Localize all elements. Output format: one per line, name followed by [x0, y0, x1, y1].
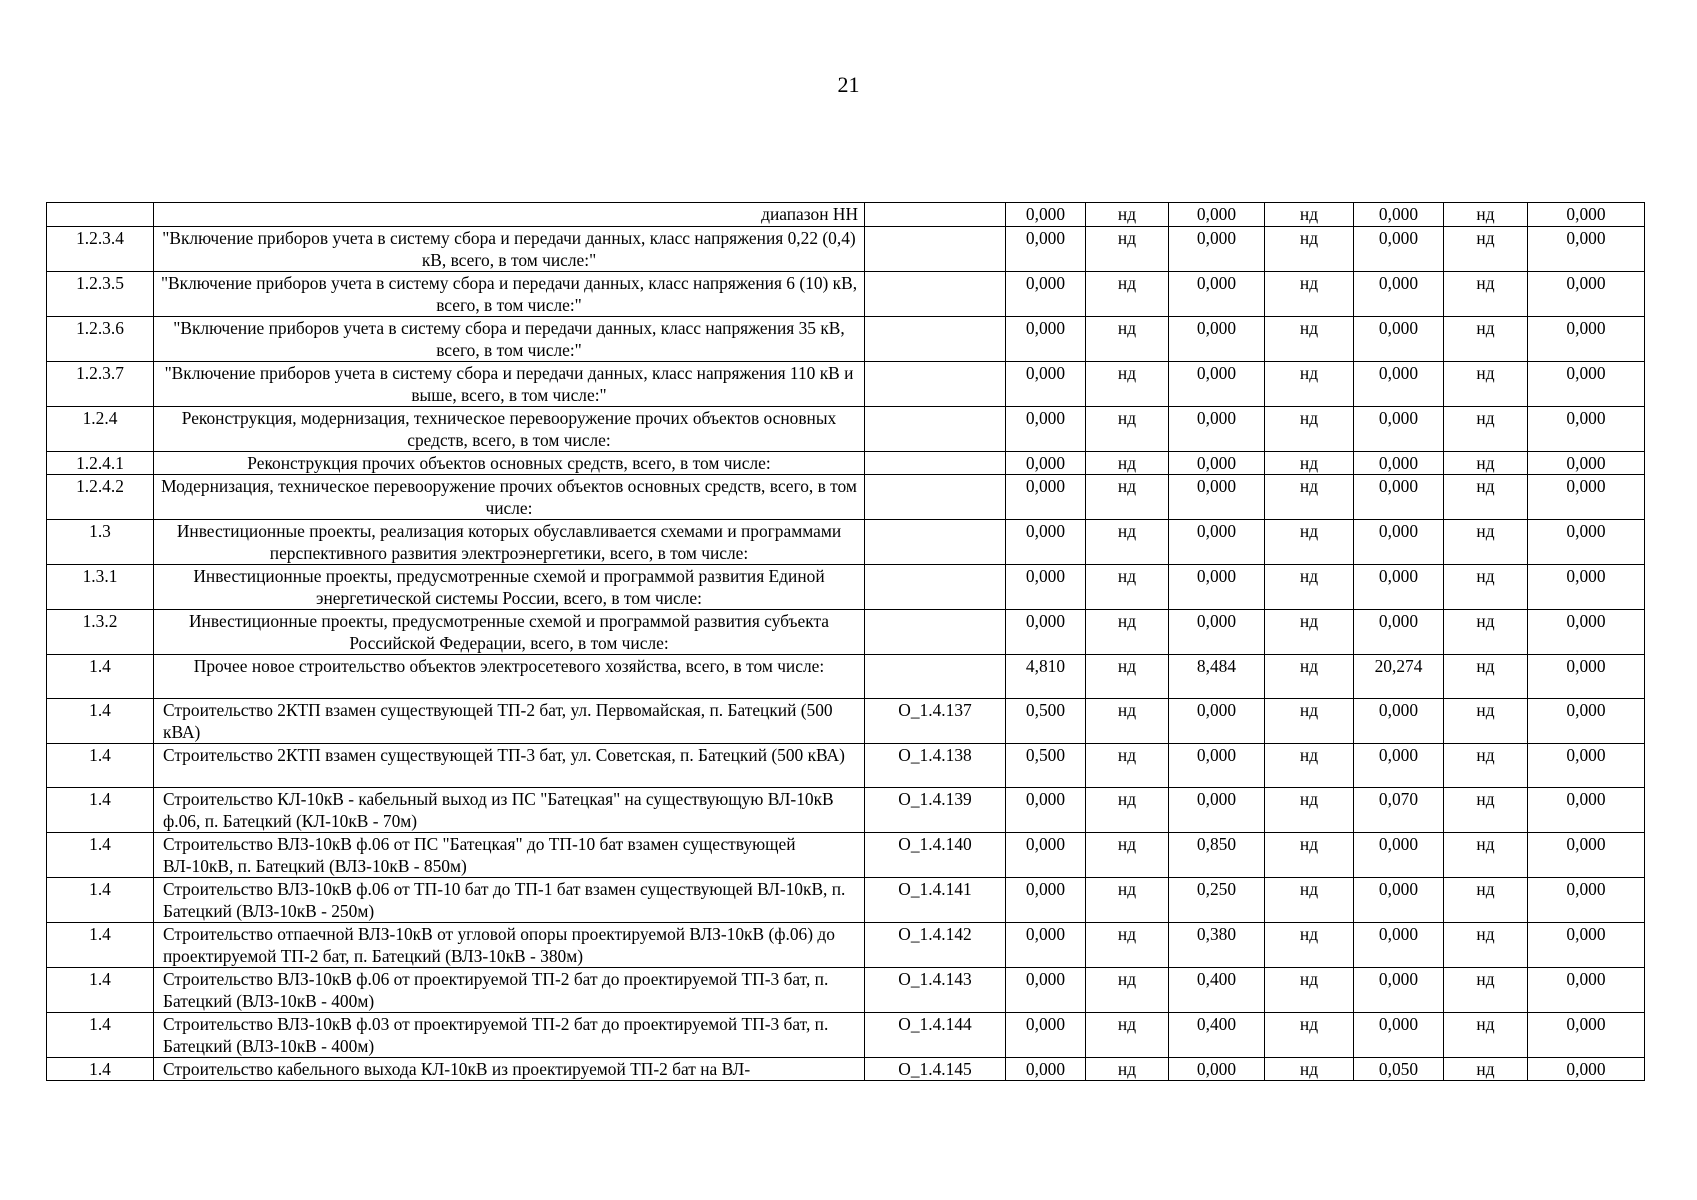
row-nd-2: нд	[1265, 452, 1354, 475]
row-value-2: 0,000	[1169, 227, 1265, 272]
row-object-id: O_1.4.140	[865, 833, 1006, 878]
row-nd-1: нд	[1086, 475, 1169, 520]
table-row	[47, 610, 1645, 655]
row-value-3: 0,000	[1354, 565, 1444, 610]
row-nd-1: нд	[1086, 699, 1169, 744]
row-nd-2: нд	[1265, 272, 1354, 317]
row-value-1: 0,000	[1006, 610, 1086, 655]
row-code: 1.2.3.4	[47, 227, 154, 272]
row-nd-1: нд	[1086, 227, 1169, 272]
row-value-2: 0,000	[1169, 610, 1265, 655]
row-name: "Включение приборов учета в систему сбора и передачи данных, класс напряжения 0,22 (0,4) кВ, всего, в том числе:"	[154, 227, 865, 272]
row-code: 1.4	[47, 1058, 154, 1081]
row-object-id	[865, 520, 1006, 565]
row-value-1: 0,000	[1006, 520, 1086, 565]
row-value-3: 0,000	[1354, 610, 1444, 655]
row-object-id: O_1.4.139	[865, 788, 1006, 833]
row-value-1: 4,810	[1006, 655, 1086, 699]
table-row	[47, 317, 1645, 362]
table-row	[47, 878, 1645, 923]
row-value-1: 0,000	[1006, 317, 1086, 362]
row-nd-1: нд	[1086, 317, 1169, 362]
row-value-2: 0,000	[1169, 788, 1265, 833]
row-value-3: 0,000	[1354, 878, 1444, 923]
row-value-3: 0,050	[1354, 1058, 1444, 1081]
row-value-2: 0,400	[1169, 968, 1265, 1013]
row-object-id	[865, 475, 1006, 520]
row-value-1: 0,000	[1006, 878, 1086, 923]
row-nd-1: нд	[1086, 878, 1169, 923]
row-name: Инвестиционные проекты, предусмотренные схемой и программой развития субъекта Российской Федерации, всего, в том числе:	[154, 610, 865, 655]
row-nd-1: нд	[1086, 362, 1169, 407]
row-value-1: 0,000	[1006, 452, 1086, 475]
row-code: 1.4	[47, 968, 154, 1013]
row-nd-3: нд	[1444, 565, 1528, 610]
row-value-4: 0,000	[1528, 565, 1645, 610]
row-nd-3: нд	[1444, 833, 1528, 878]
row-code: 1.4	[47, 744, 154, 788]
row-code: 1.4	[47, 699, 154, 744]
row-code: 1.4	[47, 655, 154, 699]
row-value-4: 0,000	[1528, 610, 1645, 655]
row-code: 1.4	[47, 788, 154, 833]
row-code: 1.2.3.7	[47, 362, 154, 407]
row-object-id: O_1.4.143	[865, 968, 1006, 1013]
row-value-4: 0,000	[1528, 788, 1645, 833]
table-row	[47, 362, 1645, 407]
row-value-3: 0,000	[1354, 699, 1444, 744]
row-value-1: 0,000	[1006, 833, 1086, 878]
row-nd-2: нд	[1265, 317, 1354, 362]
table-row	[47, 407, 1645, 452]
row-nd-1: нд	[1086, 203, 1169, 227]
row-value-1: 0,000	[1006, 203, 1086, 227]
row-code: 1.4	[47, 833, 154, 878]
row-nd-3: нд	[1444, 788, 1528, 833]
row-value-4: 0,000	[1528, 407, 1645, 452]
row-code	[47, 203, 154, 227]
row-object-id: O_1.4.145	[865, 1058, 1006, 1081]
row-object-id: O_1.4.137	[865, 699, 1006, 744]
row-value-4: 0,000	[1528, 744, 1645, 788]
row-name: диапазон НН	[154, 203, 865, 227]
row-value-2: 0,400	[1169, 1013, 1265, 1058]
row-value-3: 20,274	[1354, 655, 1444, 699]
row-value-1: 0,000	[1006, 1013, 1086, 1058]
row-value-4: 0,000	[1528, 203, 1645, 227]
row-nd-3: нд	[1444, 744, 1528, 788]
row-value-3: 0,000	[1354, 203, 1444, 227]
row-nd-2: нд	[1265, 923, 1354, 968]
row-nd-1: нд	[1086, 610, 1169, 655]
row-nd-2: нд	[1265, 699, 1354, 744]
row-value-3: 0,000	[1354, 362, 1444, 407]
row-value-4: 0,000	[1528, 362, 1645, 407]
row-nd-2: нд	[1265, 968, 1354, 1013]
row-nd-3: нд	[1444, 475, 1528, 520]
row-object-id: O_1.4.142	[865, 923, 1006, 968]
table-row	[47, 833, 1645, 878]
row-nd-1: нд	[1086, 1058, 1169, 1081]
row-value-2: 0,380	[1169, 923, 1265, 968]
row-value-2: 0,000	[1169, 407, 1265, 452]
row-nd-1: нд	[1086, 565, 1169, 610]
row-value-4: 0,000	[1528, 878, 1645, 923]
row-nd-3: нд	[1444, 699, 1528, 744]
row-nd-1: нд	[1086, 744, 1169, 788]
row-nd-3: нд	[1444, 407, 1528, 452]
row-nd-2: нд	[1265, 1013, 1354, 1058]
row-value-1: 0,000	[1006, 407, 1086, 452]
row-name: Реконструкция, модернизация, техническое перевооружение прочих объектов основных средств, всего, в том числе:	[154, 407, 865, 452]
row-nd-1: нд	[1086, 272, 1169, 317]
row-value-2: 0,000	[1169, 317, 1265, 362]
row-value-4: 0,000	[1528, 968, 1645, 1013]
row-name: "Включение приборов учета в систему сбора и передачи данных, класс напряжения 6 (10) кВ, всего, в том числе:"	[154, 272, 865, 317]
row-value-3: 0,000	[1354, 923, 1444, 968]
row-nd-3: нд	[1444, 362, 1528, 407]
table-row	[47, 699, 1645, 744]
row-nd-1: нд	[1086, 407, 1169, 452]
table-row	[47, 475, 1645, 520]
row-name: "Включение приборов учета в систему сбора и передачи данных, класс напряжения 110 кВ и выше, всего, в том числе:"	[154, 362, 865, 407]
row-value-2: 0,000	[1169, 744, 1265, 788]
row-name: Прочее новое строительство объектов электросетевого хозяйства, всего, в том числе:	[154, 655, 865, 699]
row-name: Строительство ВЛЗ-10кВ ф.06 от проектируемой ТП-2 бат до проектируемой ТП-3 бат, п. Батецкий (ВЛЗ-10кВ - 400м)	[154, 968, 865, 1013]
row-object-id	[865, 362, 1006, 407]
row-nd-3: нд	[1444, 655, 1528, 699]
row-value-3: 0,000	[1354, 968, 1444, 1013]
row-object-id: O_1.4.144	[865, 1013, 1006, 1058]
row-value-1: 0,500	[1006, 699, 1086, 744]
row-name: Строительство отпаечной ВЛЗ-10кВ от угловой опоры проектируемой ВЛЗ-10кВ (ф.06) до проектируемой ТП-2 бат, п. Батецкий (ВЛЗ-10кВ - 380м)	[154, 923, 865, 968]
row-value-4: 0,000	[1528, 227, 1645, 272]
row-value-3: 0,000	[1354, 227, 1444, 272]
row-value-3: 0,000	[1354, 1013, 1444, 1058]
row-value-1: 0,000	[1006, 362, 1086, 407]
row-object-id	[865, 407, 1006, 452]
row-nd-2: нд	[1265, 610, 1354, 655]
table-row	[47, 655, 1645, 699]
row-value-2: 0,000	[1169, 699, 1265, 744]
row-nd-1: нд	[1086, 968, 1169, 1013]
row-object-id	[865, 272, 1006, 317]
row-value-1: 0,000	[1006, 565, 1086, 610]
row-nd-2: нд	[1265, 788, 1354, 833]
row-value-4: 0,000	[1528, 452, 1645, 475]
row-nd-3: нд	[1444, 968, 1528, 1013]
row-nd-3: нд	[1444, 272, 1528, 317]
row-object-id: O_1.4.138	[865, 744, 1006, 788]
row-name: Строительство кабельного выхода КЛ-10кВ из проектируемой ТП-2 бат на ВЛ-	[154, 1058, 865, 1081]
row-code: 1.2.4.1	[47, 452, 154, 475]
row-object-id	[865, 452, 1006, 475]
row-nd-2: нд	[1265, 362, 1354, 407]
row-code: 1.2.3.5	[47, 272, 154, 317]
row-value-1: 0,000	[1006, 968, 1086, 1013]
row-value-1: 0,000	[1006, 1058, 1086, 1081]
row-name: Строительство 2КТП взамен существующей ТП-2 бат, ул. Первомайская, п. Батецкий (500 кВА)	[154, 699, 865, 744]
row-name: Строительство 2КТП взамен существующей ТП-3 бат, ул. Советская, п. Батецкий (500 кВА)	[154, 744, 865, 788]
row-nd-3: нд	[1444, 923, 1528, 968]
row-nd-2: нд	[1265, 227, 1354, 272]
row-value-2: 0,000	[1169, 272, 1265, 317]
row-value-3: 0,070	[1354, 788, 1444, 833]
table-row	[47, 452, 1645, 475]
row-value-2: 0,000	[1169, 520, 1265, 565]
table-row	[47, 520, 1645, 565]
row-nd-3: нд	[1444, 1058, 1528, 1081]
table-row	[47, 272, 1645, 317]
row-name: Инвестиционные проекты, предусмотренные схемой и программой развития Единой энергетической системы России, всего, в том числе:	[154, 565, 865, 610]
row-value-3: 0,000	[1354, 833, 1444, 878]
row-code: 1.3.2	[47, 610, 154, 655]
table-row	[47, 227, 1645, 272]
table-row	[47, 788, 1645, 833]
row-nd-3: нд	[1444, 878, 1528, 923]
row-value-2: 0,250	[1169, 878, 1265, 923]
row-name: Строительство ВЛЗ-10кВ ф.06 от ПС "Батецкая" до ТП-10 бат взамен существующей ВЛ-10кВ, п. Батецкий (ВЛЗ-10кВ - 850м)	[154, 833, 865, 878]
row-object-id	[865, 655, 1006, 699]
row-nd-3: нд	[1444, 520, 1528, 565]
row-code: 1.2.3.6	[47, 317, 154, 362]
row-nd-1: нд	[1086, 1013, 1169, 1058]
row-value-4: 0,000	[1528, 520, 1645, 565]
row-value-1: 0,000	[1006, 227, 1086, 272]
row-value-3: 0,000	[1354, 272, 1444, 317]
row-code: 1.3	[47, 520, 154, 565]
table-row	[47, 1058, 1645, 1081]
row-nd-2: нд	[1265, 203, 1354, 227]
row-value-4: 0,000	[1528, 923, 1645, 968]
row-nd-2: нд	[1265, 655, 1354, 699]
row-value-3: 0,000	[1354, 475, 1444, 520]
table-row	[47, 1013, 1645, 1058]
row-value-4: 0,000	[1528, 833, 1645, 878]
row-value-2: 0,000	[1169, 565, 1265, 610]
table-body	[47, 203, 1645, 1081]
row-code: 1.2.4	[47, 407, 154, 452]
row-nd-1: нд	[1086, 833, 1169, 878]
row-nd-3: нд	[1444, 227, 1528, 272]
row-value-2: 0,000	[1169, 203, 1265, 227]
row-value-1: 0,000	[1006, 788, 1086, 833]
table-row	[47, 923, 1645, 968]
row-value-3: 0,000	[1354, 317, 1444, 362]
row-value-2: 8,484	[1169, 655, 1265, 699]
row-value-3: 0,000	[1354, 452, 1444, 475]
row-name: "Включение приборов учета в систему сбора и передачи данных, класс напряжения 35 кВ, всего, в том числе:"	[154, 317, 865, 362]
row-value-1: 0,500	[1006, 744, 1086, 788]
row-code: 1.3.1	[47, 565, 154, 610]
row-value-2: 0,000	[1169, 362, 1265, 407]
row-nd-2: нд	[1265, 475, 1354, 520]
row-nd-3: нд	[1444, 610, 1528, 655]
row-value-3: 0,000	[1354, 520, 1444, 565]
row-value-3: 0,000	[1354, 407, 1444, 452]
row-value-4: 0,000	[1528, 475, 1645, 520]
row-nd-3: нд	[1444, 452, 1528, 475]
row-value-1: 0,000	[1006, 272, 1086, 317]
row-value-2: 0,000	[1169, 475, 1265, 520]
table-row	[47, 565, 1645, 610]
row-name: Строительство КЛ-10кВ - кабельный выход из ПС "Батецкая" на существующую ВЛ-10кВ ф.06, п. Батецкий (КЛ-10кВ - 70м)	[154, 788, 865, 833]
row-value-4: 0,000	[1528, 272, 1645, 317]
table-row	[47, 968, 1645, 1013]
row-name: Инвестиционные проекты, реализация которых обуславливается схемами и программами перспективного развития электроэнергетики, всего, в том числе:	[154, 520, 865, 565]
row-value-4: 0,000	[1528, 699, 1645, 744]
row-object-id	[865, 610, 1006, 655]
row-nd-2: нд	[1265, 565, 1354, 610]
row-value-4: 0,000	[1528, 317, 1645, 362]
table-row	[47, 203, 1645, 227]
row-value-2: 0,000	[1169, 1058, 1265, 1081]
row-code: 1.4	[47, 878, 154, 923]
row-nd-3: нд	[1444, 317, 1528, 362]
row-nd-1: нд	[1086, 520, 1169, 565]
row-nd-2: нд	[1265, 520, 1354, 565]
row-name: Модернизация, техническое перевооружение прочих объектов основных средств, всего, в том числе:	[154, 475, 865, 520]
row-nd-2: нд	[1265, 1058, 1354, 1081]
row-code: 1.4	[47, 923, 154, 968]
row-nd-2: нд	[1265, 744, 1354, 788]
investment-table	[46, 202, 1645, 1081]
row-value-1: 0,000	[1006, 923, 1086, 968]
row-object-id	[865, 227, 1006, 272]
row-object-id	[865, 565, 1006, 610]
row-nd-1: нд	[1086, 788, 1169, 833]
row-nd-1: нд	[1086, 923, 1169, 968]
row-value-2: 0,850	[1169, 833, 1265, 878]
row-nd-2: нд	[1265, 878, 1354, 923]
row-value-4: 0,000	[1528, 655, 1645, 699]
row-name: Строительство ВЛЗ-10кВ ф.06 от ТП-10 бат до ТП-1 бат взамен существующей ВЛ-10кВ, п. Батецкий (ВЛЗ-10кВ - 250м)	[154, 878, 865, 923]
row-value-1: 0,000	[1006, 475, 1086, 520]
row-nd-1: нд	[1086, 452, 1169, 475]
row-object-id	[865, 317, 1006, 362]
row-nd-2: нд	[1265, 833, 1354, 878]
row-name: Строительство ВЛЗ-10кВ ф.03 от проектируемой ТП-2 бат до проектируемой ТП-3 бат, п. Батецкий (ВЛЗ-10кВ - 400м)	[154, 1013, 865, 1058]
row-nd-2: нд	[1265, 407, 1354, 452]
row-nd-1: нд	[1086, 655, 1169, 699]
row-nd-3: нд	[1444, 1013, 1528, 1058]
row-object-id	[865, 203, 1006, 227]
page-number: 21	[837, 72, 860, 97]
row-value-3: 0,000	[1354, 744, 1444, 788]
table-row	[47, 744, 1645, 788]
row-code: 1.4	[47, 1013, 154, 1058]
row-value-4: 0,000	[1528, 1013, 1645, 1058]
row-name: Реконструкция прочих объектов основных средств, всего, в том числе:	[154, 452, 865, 475]
row-value-2: 0,000	[1169, 452, 1265, 475]
row-code: 1.2.4.2	[47, 475, 154, 520]
row-object-id: O_1.4.141	[865, 878, 1006, 923]
row-value-4: 0,000	[1528, 1058, 1645, 1081]
row-nd-3: нд	[1444, 203, 1528, 227]
